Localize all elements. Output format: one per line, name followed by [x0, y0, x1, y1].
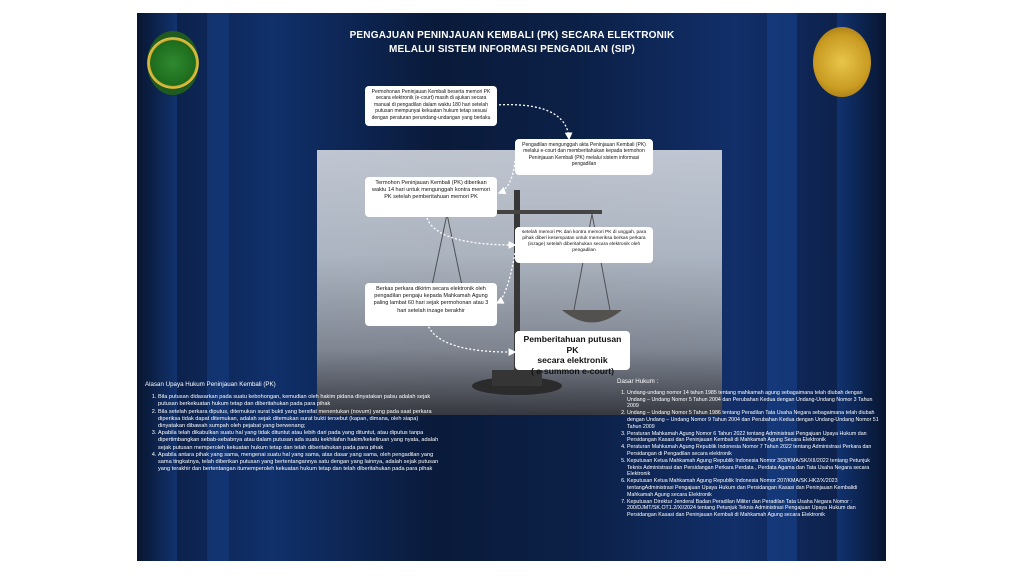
dasar-list [617, 390, 879, 519]
dasar-item: 5. Keputusan Ketua Mahkamah Agung Republik Indonesia Nomor 363/KMA/SK/XII/2022 tentang Petunjuk Teknis Administrasi dan Persidangan Perkara Perdata , Perdata Agama dan Tata Usaha Negara secara Elektronik [627, 458, 879, 478]
alasan-item: 1. Bila putusan didasarkan pada suatu kebohongan, kemudian oleh hakim pidana dinyatakan palsu adalah sejak putusan berkekuatan hukum tetap dan diberitahukan pada para pihak [158, 394, 445, 408]
flow-step-5: Berkas perkara dikirim secara elektronik oleh pengadilan pengaju kepada Mahkamah Agung paling lambat 60 hari sejak permohonan atau 3 hari setelah inzage berakhir [365, 283, 497, 326]
dasar-item: 3. Peraturan Mahkamah Agung Nomor 6 Tahun 2022 tentang Administrasi Pengajuan Upaya Hukum dan Persidangan Kasasi dan Peninjauan Kembali di Mahkamah Agung Secara Elektronik [627, 431, 879, 445]
alasan-list [145, 394, 445, 473]
dasar-item: 7. Keputusan Direktur Jenderal Badan Peradilan Militer dan Peradilan Tata Usaha Negara Nomor : 200/DJMT/SK.OT1.2/XI/2024 tentang Petunjuk Teknis Administrasi Pengajuan Upaya Hukum dan Persidangan Kasasi dan Peninjauan Kembali di Mahkamah Agung secara Elektronik [627, 499, 879, 519]
title-line-2: MELALUI SISTEM INFORMASI PENGADILAN (SIP) [389, 44, 635, 55]
final-line-3: ( e-summon e-court) [530, 365, 615, 376]
flow-final-step [515, 331, 630, 376]
dasar-heading: Dasar Hukum : [617, 378, 659, 385]
dasar-item: 1. Undang-undang nomor 14 tahun 1985 tentang mahkamah agung sebagaimana telah diubah dengan Undang – Undang Nomor 5 Tahun 2004 dan Perubahan Kedua dengan Undang-Undang Nomor 3 Tahun 2009 [627, 390, 879, 410]
title-line-1: PENGAJUAN PENINJAUAN KEMBALI (PK) SECARA ELEKTRONIK [349, 30, 675, 41]
dasar-hukum-section [617, 379, 879, 519]
flow-step-4: setelah memori PK dan kontra memori PK di unggah, para pihak diberi kesempatan untuk memeriksa berkas perkara (inzage) setelah diberitahukan secara elektronik oleh pengadilan [515, 227, 653, 263]
flow-step-2: Pengadilan mengunggah akta Peninjauan Kembali (PK) melalui e-court dan memberitahukan kepada termohon Peninjauan Kembali (PK) melalui sistem informasi pengadilan [515, 139, 653, 175]
alasan-item: 4. Apabila antara pihak yang sama, mengenai suatu hal yang sama, atas dasar yang sama, oleh pengadilan yang sama tingkatnya, telah diberikan putusan yang bertentangannya satu dengan yang lainnya, adalah sejak putusan yang terakhir dan bertentangan itumemperoleh kekuatan hukum tetap dan telah diberitahukan pada para pihak [158, 452, 445, 474]
dasar-item: 2. Undang – Undang Nomor 5 Tahun 1986 tentang Peradilan Tata Usaha Negara sebagaimana telah diubah dengan Undang – Undang Nomor 9 Tahun 2004 dan Perubahan Kedua dengan Undang-Undang Nomor 51 Tahun 2009 [627, 410, 879, 430]
alasan-section [145, 381, 445, 473]
final-line-1: Pemberitahuan putusan PK [523, 334, 622, 355]
flow-step-3: Termohon Peninjauan Kembali (PK) diberikan waktu 14 hari untuk mengunggah kontra memori PK setelah pemberitahuan memori PK [365, 177, 497, 217]
dasar-item: 6. Keputusan Ketua Mahkamah Agung Republik Indonesia Nomor 207/KMA/SK.HK2/X/2023 tentangAdministrasi Pengajuan Upaya Hukum dan Persidangan Kasasi dan Peninjauan Kembalidi Mahkamah Agung secara Elektronik [627, 478, 879, 498]
poster [137, 13, 886, 561]
dasar-item: 4. Peraturan Mahkamah Agung Republik Indonesia Nomor 7 Tahun 2022 tentang Administrasi Perkara dan Persidangan di Pengadilan secara elektronik [627, 444, 879, 458]
flow-step-1: Permohonan Peninjauan Kembali beserta memori PK secara elektronik (e-court) masih di ajukan secara manual di pengadilan dalam waktu 180 hari setelah putusan mempunyai kekuatan hukum tetap sesuai dengan peraturan perundang-undangan yang berlaku [365, 86, 497, 126]
final-line-2: secara elektronik [537, 355, 608, 366]
alasan-heading: Alasan Upaya Hukum Peninjauan Kembali (PK) [145, 381, 276, 388]
alasan-item: 3. Apabila telah dikabulkan suatu hal yang tidak dituntut atau lebih dari pada yang dituntut, atau diputus tanpa dipertimbangkan sebab-sebabnya atau dalam putusan ada suatu kekhilafan hakim/kekeliruan yang nyata, adalah sejak putusan memperoleh kekuatan hukum tetap dan telah diberitahukan pada para pihak [158, 430, 445, 452]
alasan-item: 2. Bila setelah perkara diputus, ditemukan surat bukti yang bersifat menentukan (novum) yang pada saat perkara diperiksa tidak dapat ditemukan, adalah sejak ditemukan surat bukti tersebut (kapan, dimana, oleh siapa) dinyatakan dibawah sumpah oleh pejabat yang berwenang; [158, 409, 445, 431]
